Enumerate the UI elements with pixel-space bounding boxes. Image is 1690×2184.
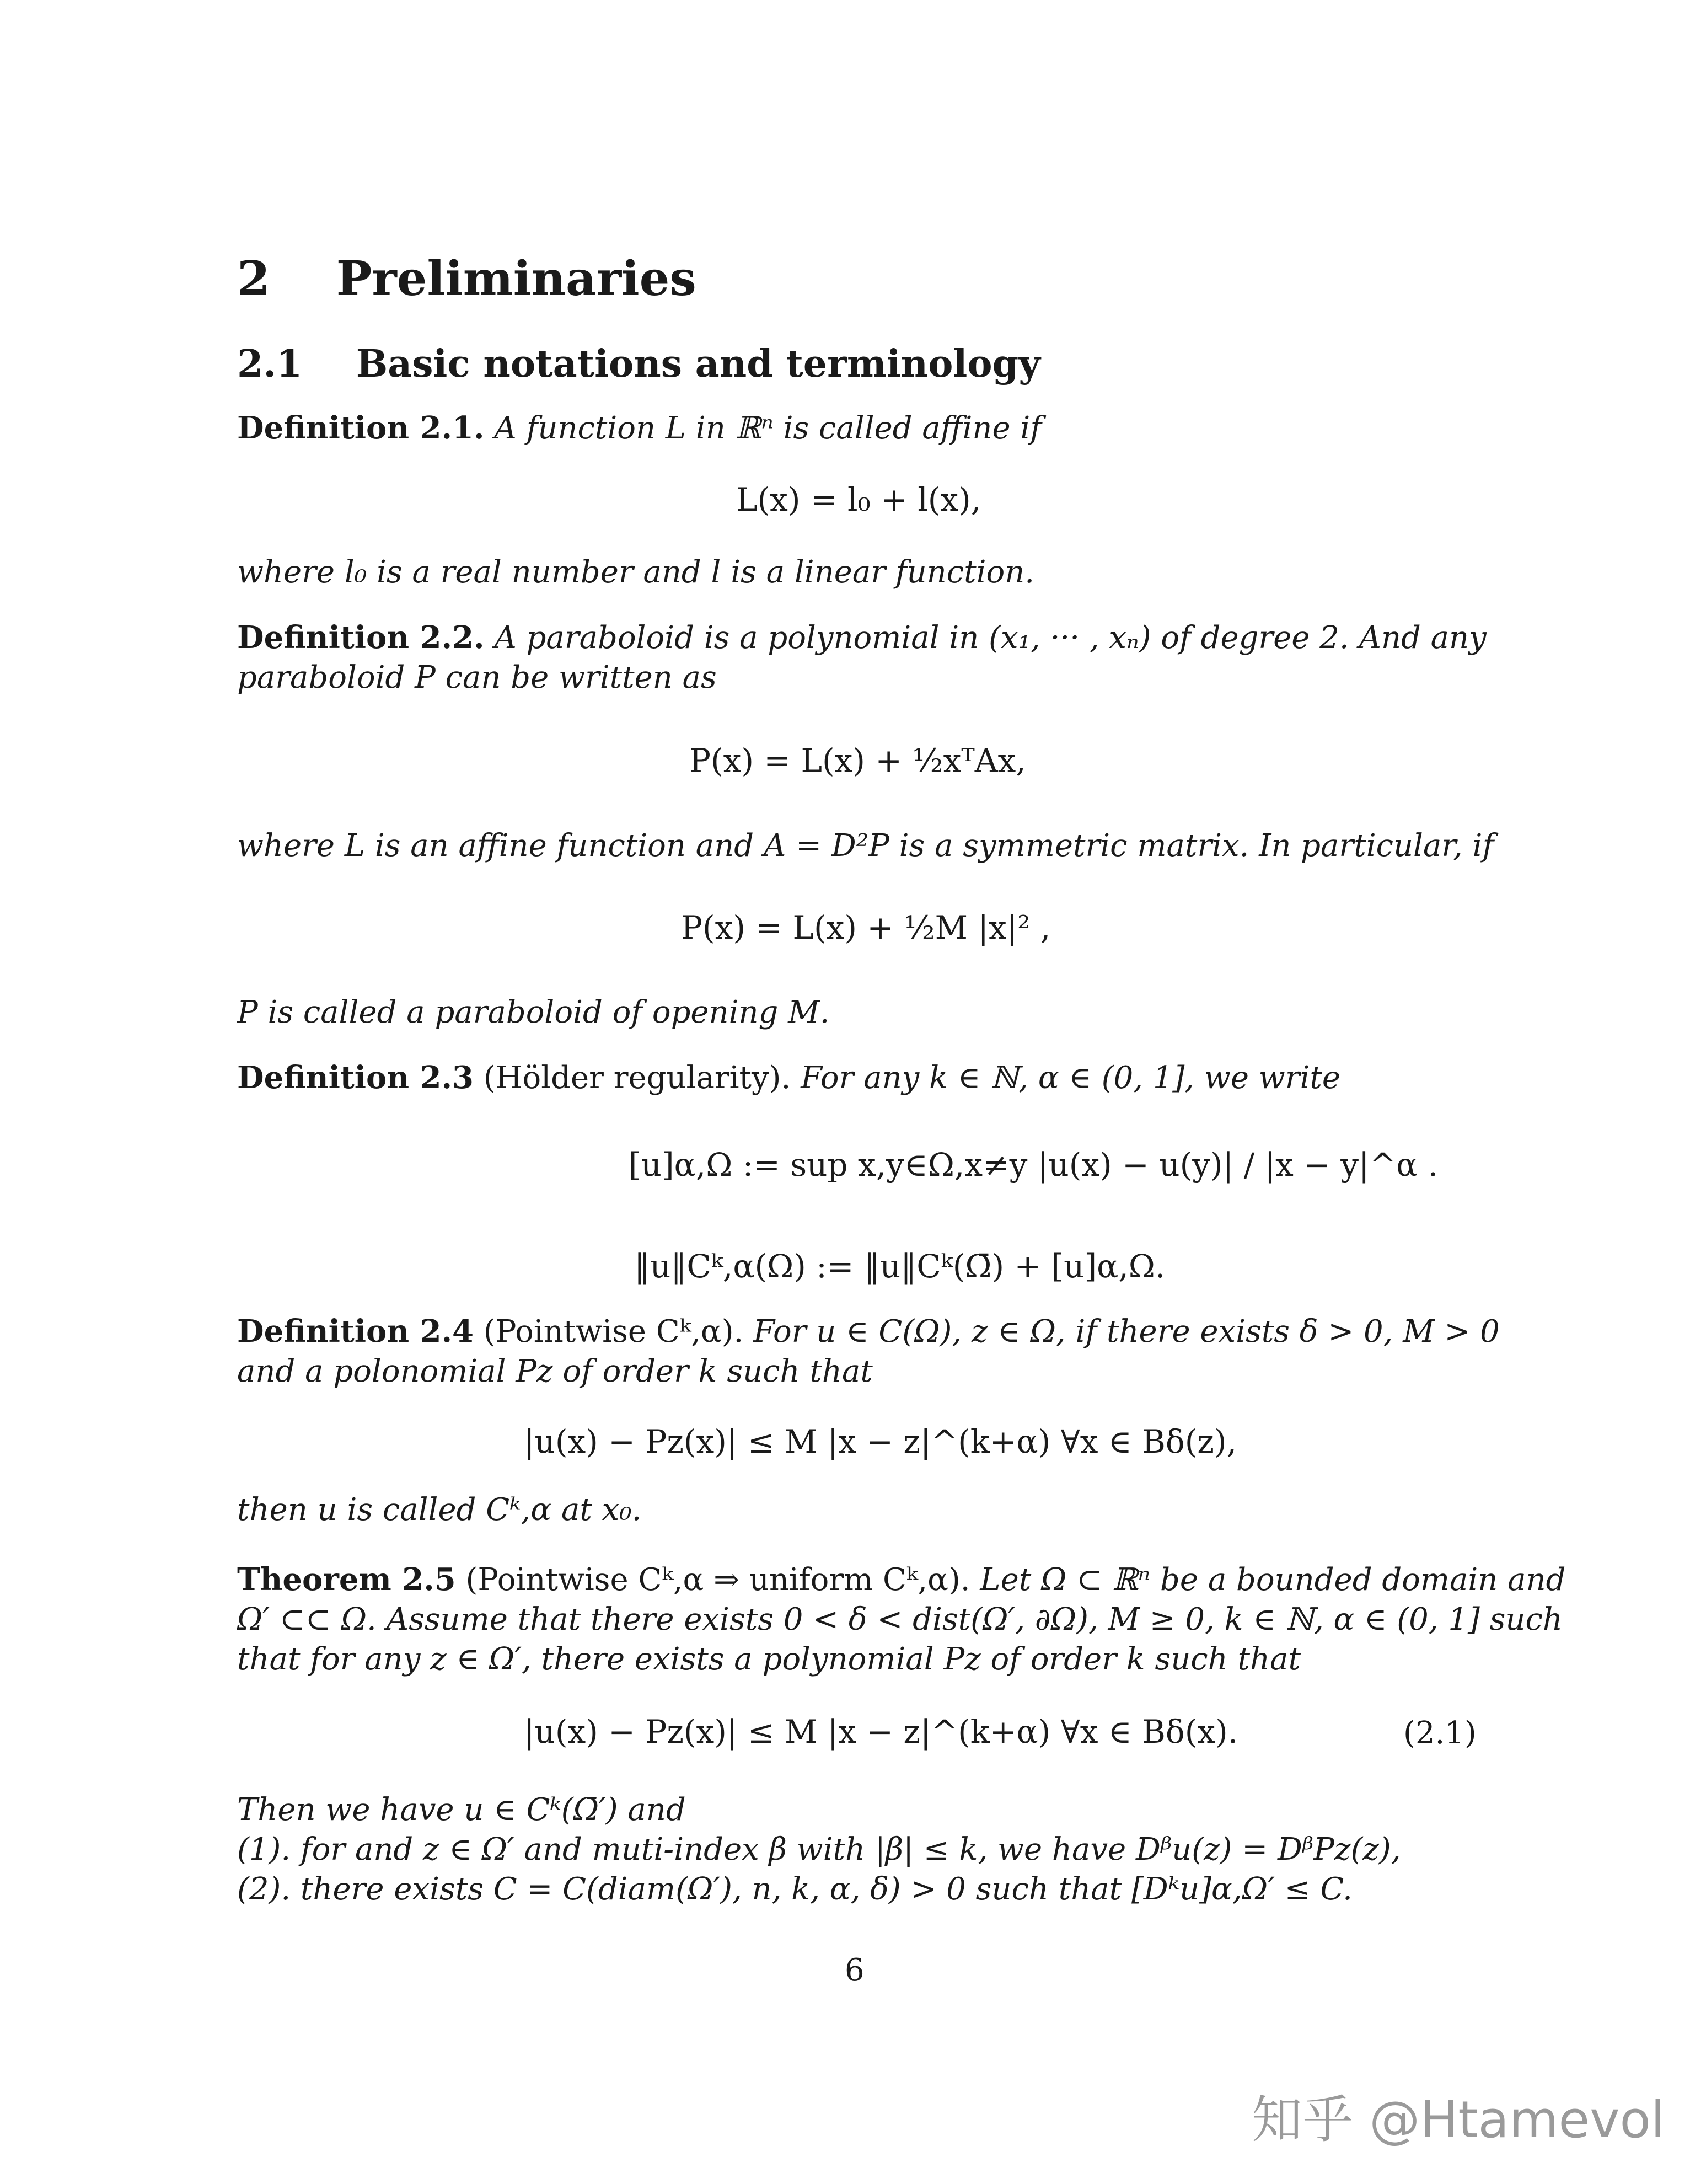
subsection-title: Basic notations and terminology bbox=[356, 342, 1040, 386]
theorem-line-3: that for any z ∈ Ω′, there exists a polynomial Pz of order k such that bbox=[237, 1641, 1301, 1677]
theorem-label: Theorem 2.5 bbox=[237, 1561, 456, 1598]
equation-paraboloid: P(x) = L(x) + ½xᵀAx, bbox=[689, 742, 1026, 779]
definition-line-2: paraboloid P can be written as bbox=[237, 660, 717, 695]
definition-text: A function L in ℝⁿ is called affine if bbox=[494, 410, 1042, 446]
page-number: 6 bbox=[845, 1952, 865, 1988]
equation-pointwise: |u(x) − Pz(x)| ≤ M |x − z|^(k+α) ∀x ∈ Bδ(z), bbox=[524, 1423, 1237, 1460]
theorem-conclusion-line-3: (2). there exists C = C(diam(Ω′), n, k, α, δ) > 0 such that [Dᵏu]α,Ω′ ≤ C. bbox=[237, 1871, 1353, 1907]
definition-paren: (Pointwise Cᵏ,α). bbox=[483, 1314, 744, 1350]
definition-2-4-after: then u is called Cᵏ,α at x₀. bbox=[237, 1492, 642, 1528]
definition-label: Definition 2.4 bbox=[237, 1313, 474, 1350]
theorem-conclusion-line-2: (1). for and z ∈ Ω′ and muti-index β with |β| ≤ k, we have Dᵝu(z) = DᵝPz(z), bbox=[237, 1832, 1401, 1867]
section-title: Preliminaries bbox=[336, 251, 696, 307]
definition-line-2: and a polonomial Pz of order k such that bbox=[237, 1353, 873, 1389]
definition-line-1: For u ∈ C(Ω), z ∈ Ω, if there exists δ > 0, M > 0 bbox=[753, 1314, 1500, 1350]
section-heading bbox=[237, 251, 696, 307]
definition-2-3 bbox=[237, 1058, 1472, 1098]
section-number: 2 bbox=[237, 251, 270, 307]
theorem-line-1: Let Ω ⊂ ℝⁿ be a bounded domain and bbox=[980, 1562, 1566, 1598]
equation-affine: L(x) = l₀ + l(x), bbox=[736, 481, 981, 518]
equation-paraboloid-opening: P(x) = L(x) + ½M |x|² , bbox=[681, 909, 1051, 946]
definition-2-2-mid: where L is an affine function and A = D²P is a symmetric matrix. In particular, if bbox=[237, 828, 1494, 864]
definition-label: Definition 2.3 bbox=[237, 1059, 474, 1096]
definition-label: Definition 2.1. bbox=[237, 410, 485, 446]
definition-2-4 bbox=[237, 1312, 1500, 1391]
definition-label: Definition 2.2. bbox=[237, 619, 485, 656]
watermark: 知乎 @Htamevol bbox=[1252, 2090, 1665, 2149]
definition-2-1-after: where l₀ is a real number and l is a linear function. bbox=[237, 554, 1035, 590]
theorem-conclusion-line-1: Then we have u ∈ Cᵏ(Ω̄′) and bbox=[237, 1792, 686, 1828]
equation-holder-norm: ‖u‖Cᵏ,α(Ω) := ‖u‖Cᵏ(Ω̄) + [u]α,Ω. bbox=[634, 1248, 1166, 1285]
theorem-line-2: Ω′ ⊂⊂ Ω. Assume that there exists 0 < δ < dist(Ω′, ∂Ω), M ≥ 0, k ∈ ℕ, α ∈ (0, 1] such bbox=[237, 1602, 1563, 1637]
theorem-2-5-conclusion bbox=[237, 1790, 1472, 1909]
equation-number: (2.1) bbox=[1403, 1715, 1477, 1751]
definition-2-2-after: P is called a paraboloid of opening M. bbox=[237, 994, 830, 1030]
subsection-heading bbox=[237, 342, 1040, 386]
subsection-number: 2.1 bbox=[237, 342, 303, 386]
theorem-2-5 bbox=[237, 1560, 1566, 1679]
definition-2-2 bbox=[237, 618, 1487, 698]
definition-text: For any k ∈ ℕ, α ∈ (0, 1], we write bbox=[801, 1060, 1341, 1096]
equation-2-1: |u(x) − Pz(x)| ≤ M |x − z|^(k+α) ∀x ∈ Bδ(x). bbox=[524, 1713, 1238, 1751]
definition-line-1: A paraboloid is a polynomial in (x₁, ··· , xₙ) of degree 2. And any bbox=[494, 620, 1487, 656]
equation-holder-seminorm: [u]α,Ω := sup x,y∈Ω,x≠y |u(x) − u(y)| / |x − y|^α . bbox=[629, 1146, 1439, 1184]
definition-2-1 bbox=[237, 408, 1472, 448]
definition-paren: (Hölder regularity). bbox=[483, 1060, 791, 1096]
theorem-paren: (Pointwise Cᵏ,α ⇒ uniform Cᵏ,α). bbox=[465, 1562, 970, 1598]
